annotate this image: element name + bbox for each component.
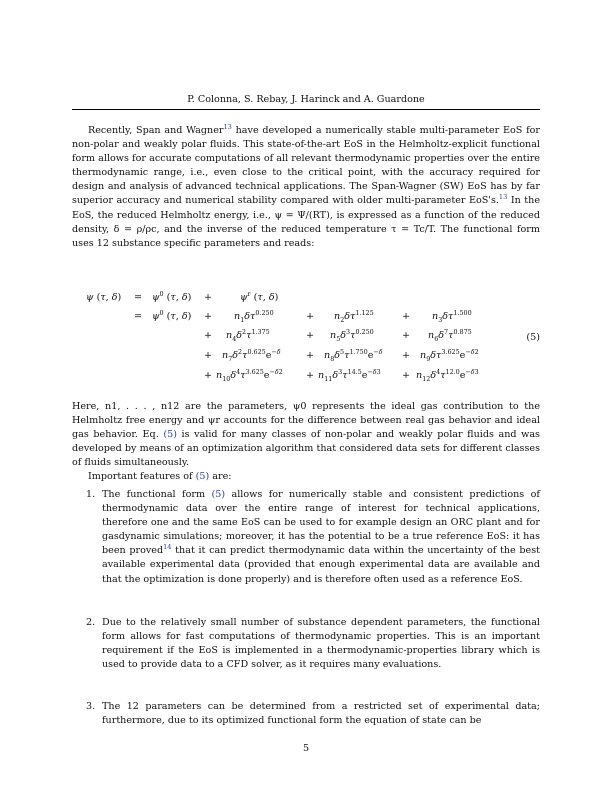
list-item-text: that it can predict thermodynamic data within the uncertainty of the best available experimental data (provided that enough experimental data are available and that the optimization is done properly) and is therefore often used as a reference EoS.	[102, 545, 540, 585]
list-item-label: 3.	[86, 701, 96, 712]
citation-link[interactable]: 14	[163, 543, 172, 552]
list-item-text: The functional form	[102, 489, 212, 500]
equation-term: $n_{10}\delta^4\tau^{3.625}e^{-\delta 2}$	[216, 367, 283, 383]
equation-ref-link[interactable]: (5)	[195, 471, 210, 483]
equation-term: +	[204, 311, 213, 322]
paragraph-text: Recently, Span and Wagner	[88, 125, 224, 136]
list-item-text: Due to the relatively small number of substance dependent parameters, the functional form allows for fast computations of thermodynamic properties. This is an important requirement if the EoS is implemented in a thermodynamic-properties library which is used to provide data to a CFD solver, as it requires many evaluations.	[102, 617, 540, 671]
equation-term: +	[306, 350, 315, 361]
equation-term: =	[134, 311, 143, 322]
list-item	[72, 488, 540, 587]
equation-term: $n_4\delta^2\tau^{1.375}$	[226, 327, 270, 343]
paragraph-text: is valid for many classes of non-polar and weakly polar fluids and was developed by means of an optimization algorithm that considered data sets for different classes of fluids simultaneously.	[72, 429, 540, 469]
citation-link[interactable]: 13	[498, 193, 508, 202]
equation-term: $n_8\delta^5\tau^{1.750}e^{-\delta}$	[324, 347, 383, 363]
header-rule	[72, 109, 540, 110]
list-item	[72, 616, 540, 672]
list-item-text: The 12 parameters can be determined from a restricted set of experimental data; furthermore, due to its optimized functional form the equation of state can be	[102, 701, 540, 727]
paragraph-explanation	[72, 400, 540, 485]
equation-term: $n_1\delta\tau^{0.250}$	[234, 308, 274, 324]
equation-term: +	[402, 311, 411, 322]
equation-term: $n_{11}\delta^3\tau^{14.5}e^{-\delta 3}$	[318, 367, 381, 383]
equation-term: $n_7\delta^2\tau^{0.625}e^{-\delta}$	[222, 347, 281, 363]
equation-term: +	[402, 330, 411, 341]
paragraph-text: Important features of	[88, 471, 196, 483]
equation-term: +	[402, 350, 411, 361]
equation-term: +	[204, 292, 213, 303]
equation-term: +	[306, 330, 315, 341]
list-item	[72, 700, 540, 728]
paragraph-features-intro	[72, 470, 540, 484]
equation-term: $n_9\delta\tau^{3.625}e^{-\delta 2}$	[420, 347, 479, 363]
paragraph-text: Here, n1, . . . , n12 are the parameters, ψ0 represents the ideal gas contribution to the Helmholtz free energy and ψr accounts for the difference between real gas behavior and ideal gas behavior. Eq.	[72, 401, 540, 441]
equation-term: =	[134, 292, 143, 303]
equation-term: $n_2\delta\tau^{1.125}$	[334, 308, 374, 324]
equation-term: $n_{12}\delta^4\tau^{12.0}e^{-\delta 3}$	[416, 367, 479, 383]
equation-ref-link[interactable]: (5)	[163, 429, 177, 441]
equation-term: +	[204, 330, 213, 341]
equation-term: $n_6\delta^7\tau^{0.875}$	[428, 327, 472, 343]
list-item-label: 1.	[86, 489, 96, 500]
equation-term: +	[306, 311, 315, 322]
page-number: 5	[302, 743, 310, 754]
equation-block	[72, 290, 540, 390]
equation-term: $\psi^0$ (τ, δ)	[152, 289, 192, 303]
paragraph-text: are:	[209, 471, 232, 483]
equation-term: ψ (τ, δ)	[86, 292, 122, 303]
equation-term: $n_3\delta\tau^{1.500}$	[432, 308, 472, 324]
list-item-label: 2.	[86, 617, 96, 628]
equation-term: +	[204, 350, 213, 361]
paragraph-text: have developed a numerically stable multi-parameter EoS for non-polar and weakly polar fluids. This state-of-the-art EoS in the Helmholtz-explicit functional form allows for accurate computations of all relevant thermodynamic properties over the entire thermodynamic range, i.e., even close to the critical point, with the accuracy required for design and analysis of advanced technical applications. The Span-Wagner (SW) EoS has by far superior accuracy and numerical stability compared with older multi-parameter EoS's.	[72, 125, 540, 207]
equation-term: $n_5\delta^3\tau^{0.250}$	[330, 327, 374, 343]
equation-term: +	[402, 370, 411, 381]
equation-number: (5)	[526, 332, 540, 343]
paragraph-text: In the EoS, the reduced Helmholtz energy, i.e., ψ = Ψ/(RT), is expressed as a function of the reduced density, δ = ρ/ρc, and the inverse of the reduced temperature τ = Tc/T. The functional form uses 12 substance specific parameters and reads:	[72, 195, 540, 249]
equation-ref-link[interactable]: (5)	[211, 489, 226, 500]
paragraph-parameters	[72, 400, 540, 470]
running-head: P. Colonna, S. Rebay, J. Harinck and A. Guardone	[187, 94, 425, 105]
list-item-text: allows for numerically stable and consistent predictions of thermodynamic data over the entire range of interest for technical applications, therefore one and the same EoS can be used to for example design an ORC plant and for gasdynamic simulations; moreover, it has the potential to be a true reference EoS: it has been proved	[102, 489, 540, 557]
equation-term: +	[204, 370, 213, 381]
equation-term: $\psi^r$ (τ, δ)	[240, 289, 279, 303]
equation-term: +	[306, 370, 315, 381]
paragraph-intro	[72, 124, 540, 251]
equation-term: $\psi^0$ (τ, δ)	[152, 308, 192, 322]
citation-link[interactable]: 13	[223, 122, 232, 131]
